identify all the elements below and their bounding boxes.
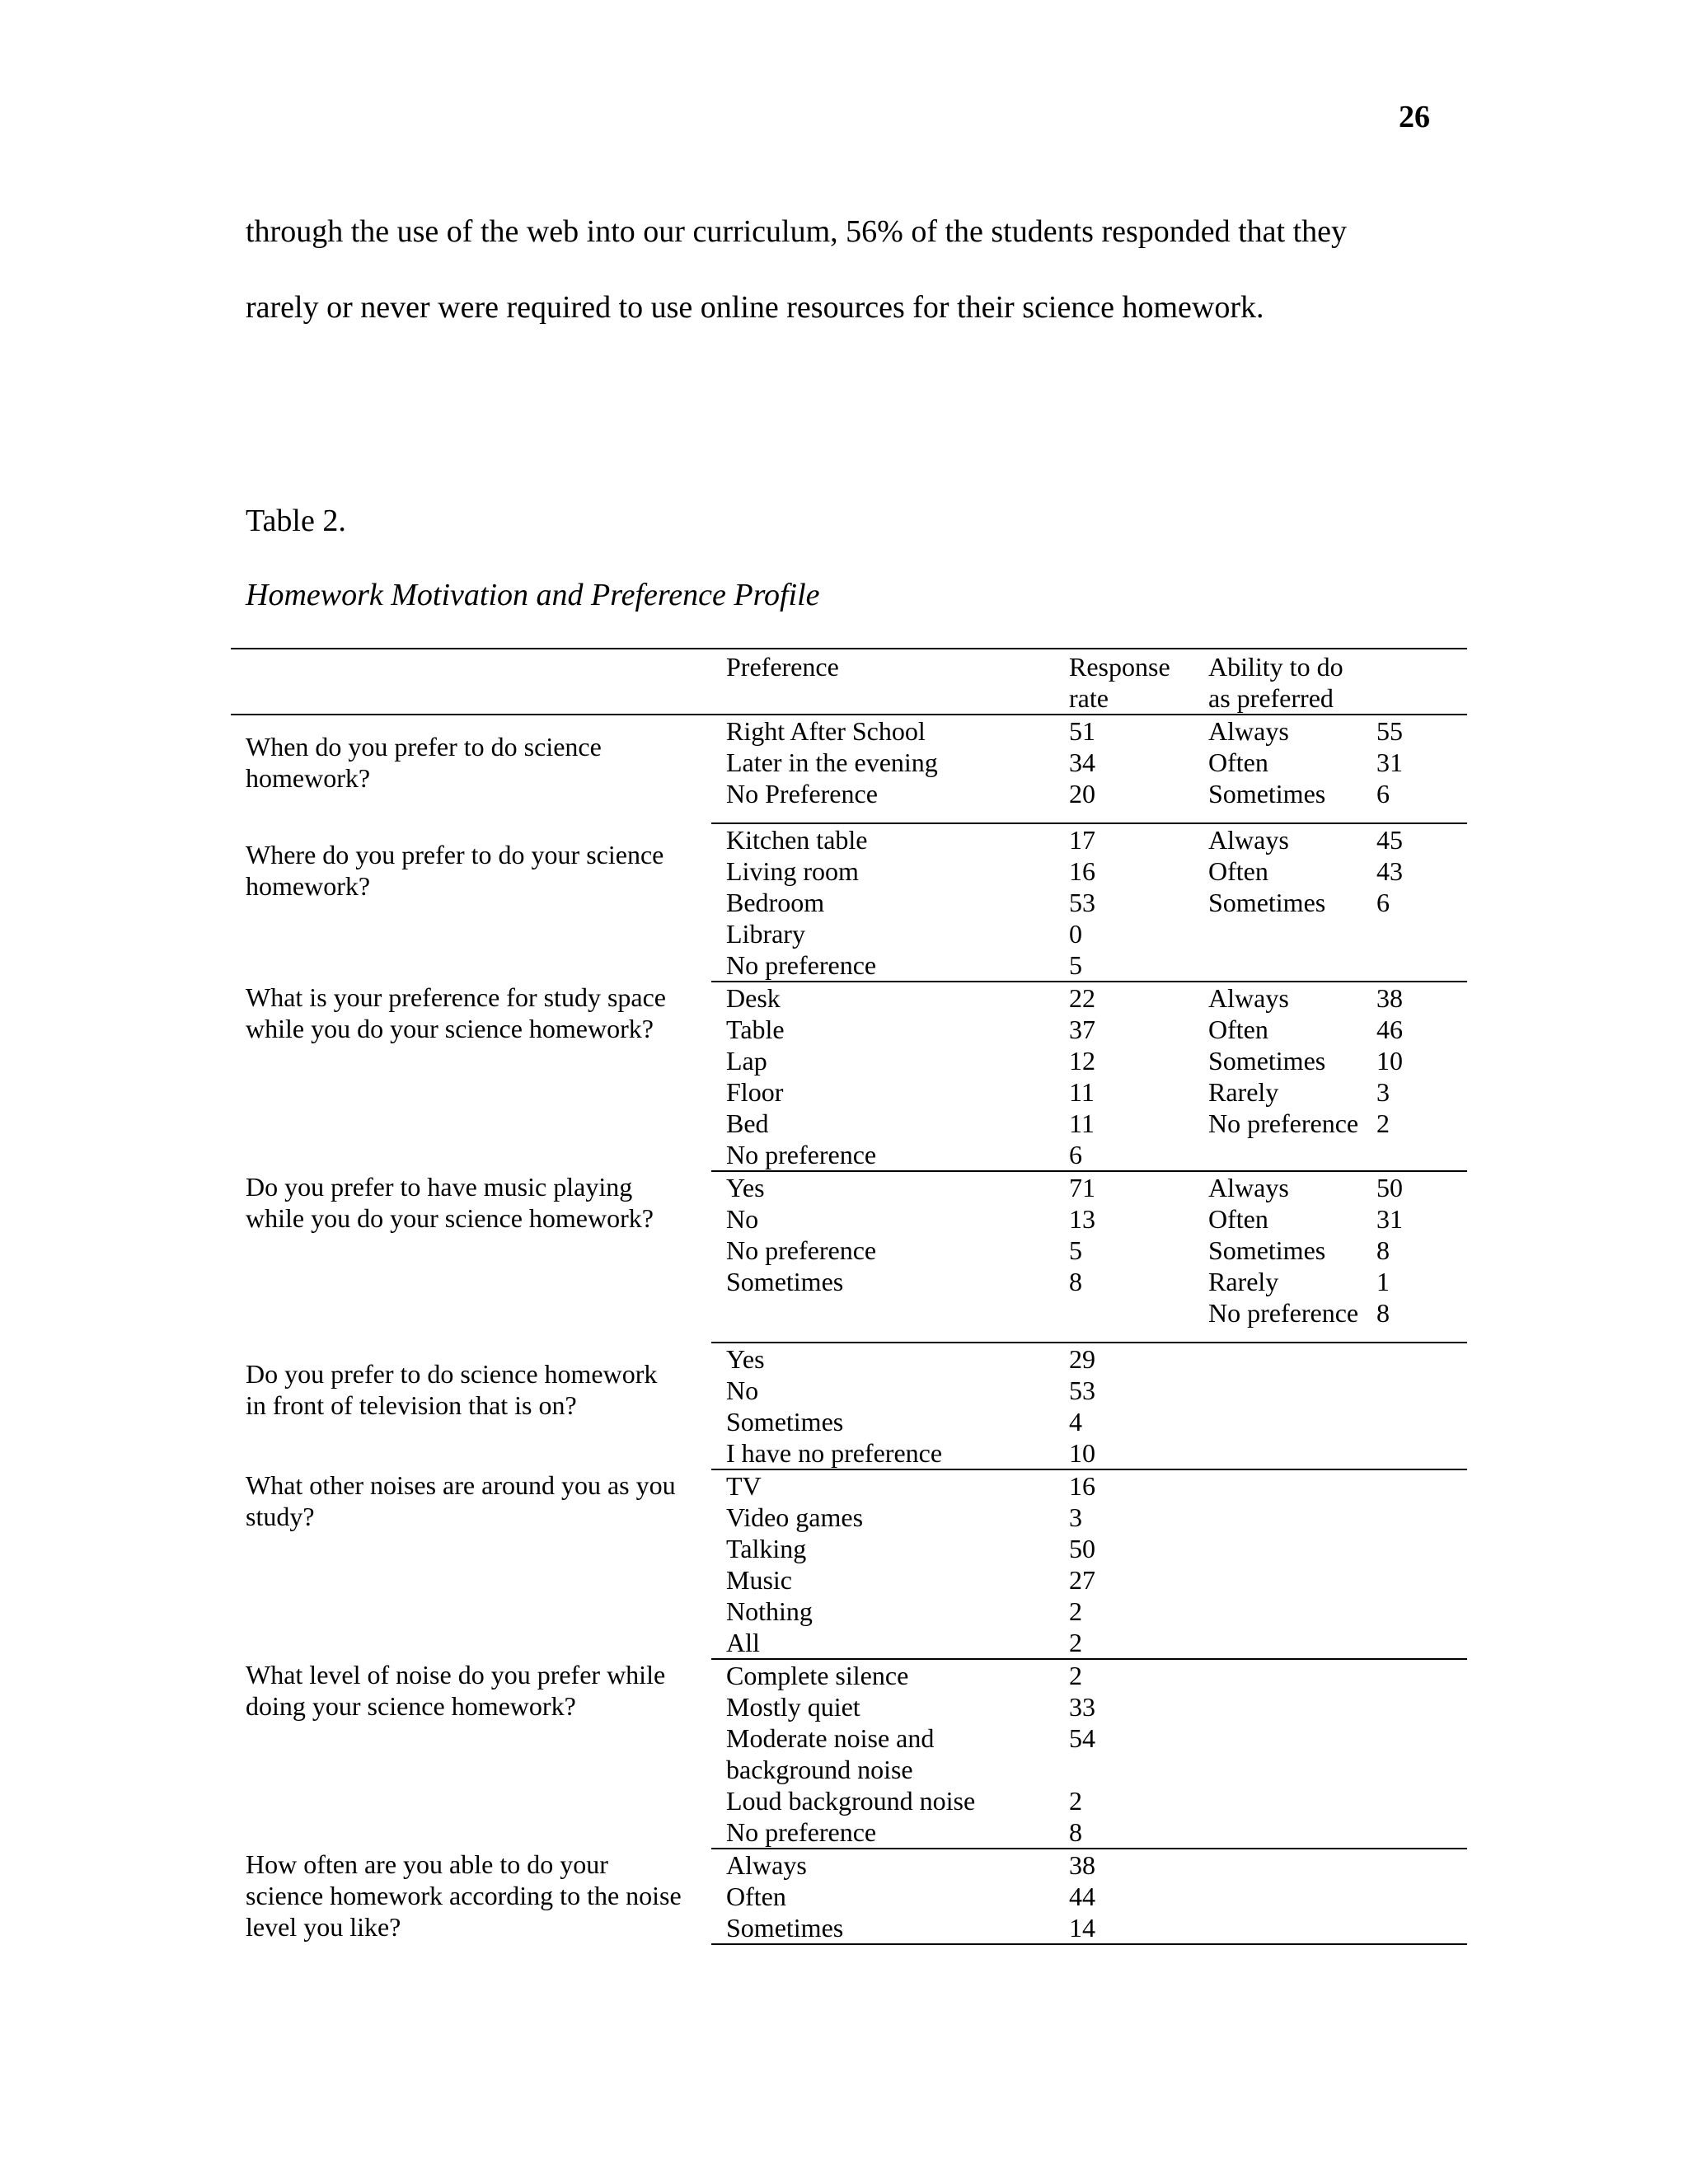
ability-value-value xyxy=(1376,1912,1467,1943)
table-row xyxy=(231,823,1467,982)
response-rate-value: 44 xyxy=(1069,1882,1095,1911)
ability-value: Always xyxy=(1208,1173,1289,1202)
ability-cell xyxy=(1200,1343,1376,1469)
response-rate-value: 50 xyxy=(1069,1534,1095,1563)
ability-value xyxy=(1208,1437,1376,1469)
response-rate-value: 5 xyxy=(1069,950,1082,980)
preference-value: Always xyxy=(726,1850,807,1880)
ability-value xyxy=(1208,1596,1376,1627)
response-rate-value: 51 xyxy=(1069,716,1095,746)
response-rate-cell xyxy=(1054,982,1200,1171)
question-cell xyxy=(231,823,711,982)
ability-value-value xyxy=(1376,1564,1467,1596)
question-line: Do you prefer to have music playing xyxy=(246,1172,633,1202)
preference-value: No Preference xyxy=(726,779,878,808)
ability-value xyxy=(1208,1816,1376,1848)
ability-cell xyxy=(1200,1849,1376,1944)
response-rate-cell xyxy=(1054,823,1200,982)
body-line: rarely or never were required to use online resources for their science homework. xyxy=(246,290,1264,325)
table-label: Table 2. xyxy=(246,504,346,538)
response-rate-value: 0 xyxy=(1069,919,1082,949)
response-rate-value: 29 xyxy=(1069,1344,1095,1374)
question-line: study? xyxy=(246,1502,315,1531)
ability-value-value xyxy=(1376,1816,1467,1848)
preference-value: No preference xyxy=(726,950,877,980)
question-line: while you do your science homework? xyxy=(246,1203,654,1233)
ability-value xyxy=(1208,1470,1376,1502)
ability-value-value: 8 xyxy=(1376,1298,1390,1328)
response-rate-cell xyxy=(1054,1659,1200,1849)
response-rate-value: 27 xyxy=(1069,1565,1095,1595)
response-rate-value: 37 xyxy=(1069,1015,1095,1044)
group-spacer xyxy=(231,1329,1467,1343)
question-cell xyxy=(231,1343,711,1469)
ability-value-value xyxy=(1376,1849,1467,1881)
preference-value: Lap xyxy=(726,1046,767,1076)
table-row xyxy=(231,1469,1467,1659)
ability-value xyxy=(1208,1139,1376,1170)
response-rate-value: 8 xyxy=(1069,1817,1082,1847)
ability-value xyxy=(1208,1785,1376,1816)
ability-value-cell xyxy=(1376,1849,1467,1944)
ability-value-value xyxy=(1376,1691,1467,1722)
ability-value-value xyxy=(1376,1627,1467,1658)
ability-value-cell xyxy=(1376,1343,1467,1469)
response-rate-value: 53 xyxy=(1069,888,1095,917)
ability-value: No preference xyxy=(1208,1298,1359,1328)
response-rate-value: 34 xyxy=(1069,748,1095,777)
preference-value: Later in the evening xyxy=(726,748,938,777)
question-line: in front of television that is on? xyxy=(246,1390,577,1420)
ability-value-value xyxy=(1376,949,1467,981)
ability-value: Often xyxy=(1208,856,1268,886)
response-rate-cell xyxy=(1054,1469,1200,1659)
ability-value-value xyxy=(1376,1754,1467,1785)
table-row xyxy=(231,715,1467,809)
preference-cell xyxy=(711,1171,1054,1329)
preference-cell xyxy=(711,1849,1054,1944)
preference-value: Table xyxy=(726,1015,785,1044)
preference-cell xyxy=(711,1469,1054,1659)
response-rate-value: 14 xyxy=(1069,1913,1095,1943)
response-rate-cell xyxy=(1054,1849,1200,1944)
response-rate-value: 54 xyxy=(1069,1723,1095,1753)
table-row xyxy=(231,1343,1467,1469)
ability-value xyxy=(1208,1502,1376,1533)
preference-value: Sometimes xyxy=(726,1407,844,1436)
ability-value-value xyxy=(1376,1470,1467,1502)
ability-value-value: 31 xyxy=(1376,748,1403,777)
ability-value-value: 55 xyxy=(1376,716,1403,746)
ability-value-value xyxy=(1376,1343,1467,1375)
preference-value: No xyxy=(726,1376,759,1405)
response-rate-value: 17 xyxy=(1069,825,1095,855)
preference-value: Sometimes xyxy=(726,1913,844,1943)
response-rate-value: 4 xyxy=(1069,1407,1082,1436)
ability-value-cell xyxy=(1376,715,1467,809)
preference-value: Moderate noise and xyxy=(726,1723,935,1753)
table-row xyxy=(231,1659,1467,1849)
preference-value: Video games xyxy=(726,1502,864,1532)
question-line: doing your science homework? xyxy=(246,1691,576,1721)
preference-value: No preference xyxy=(726,1235,877,1265)
ability-value-value xyxy=(1376,1533,1467,1564)
response-rate-cell xyxy=(1054,1343,1200,1469)
body-line: through the use of the web into our curriculum, 56% of the students responded that they xyxy=(246,214,1348,249)
response-rate-value: 71 xyxy=(1069,1173,1095,1202)
ability-value: No preference xyxy=(1208,1108,1359,1138)
ability-value: Sometimes xyxy=(1208,888,1326,917)
response-rate-value: 5 xyxy=(1069,1235,1082,1265)
preference-cell xyxy=(711,1343,1054,1469)
preference-value: Bed xyxy=(726,1108,769,1138)
ability-value xyxy=(1208,1343,1376,1375)
ability-value-value: 50 xyxy=(1376,1173,1403,1202)
ability-value xyxy=(1208,1691,1376,1722)
response-rate-value: 13 xyxy=(1069,1204,1095,1234)
question-line: What level of noise do you prefer while xyxy=(246,1660,666,1690)
ability-value-value: 45 xyxy=(1376,825,1403,855)
preference-cell xyxy=(711,823,1054,982)
preference-value: No preference xyxy=(726,1817,877,1847)
question-line: while you do your science homework? xyxy=(246,1014,654,1043)
page-number: 26 xyxy=(1399,100,1430,134)
ability-value xyxy=(1208,1881,1376,1912)
question-line: Where do you prefer to do your science xyxy=(246,840,664,869)
ability-value-cell xyxy=(1376,823,1467,982)
response-rate-value: 53 xyxy=(1069,1376,1095,1405)
ability-value-value xyxy=(1376,1437,1467,1469)
preference-value: TV xyxy=(726,1471,762,1501)
question-line: science homework according to the noise xyxy=(246,1881,682,1910)
ability-value: Often xyxy=(1208,748,1268,777)
ability-value-cell xyxy=(1376,1469,1467,1659)
response-rate-value: 10 xyxy=(1069,1438,1095,1468)
ability-value xyxy=(1208,1375,1376,1406)
question-line: homework? xyxy=(246,763,371,793)
table-body xyxy=(231,715,1467,1944)
ability-value-value xyxy=(1376,1722,1467,1754)
ability-value-value xyxy=(1376,1660,1467,1691)
preference-value: Desk xyxy=(726,983,781,1013)
preference-value: All xyxy=(726,1628,760,1657)
ability-value-value: 43 xyxy=(1376,856,1403,886)
question-line: homework? xyxy=(246,871,371,901)
ability-value-value: 46 xyxy=(1376,1015,1403,1044)
preference-value xyxy=(726,1297,1054,1329)
ability-value xyxy=(1208,1533,1376,1564)
question-line: How often are you able to do your xyxy=(246,1849,608,1879)
ability-value-cell xyxy=(1376,982,1467,1171)
preference-table xyxy=(231,648,1467,1945)
response-rate-value: 2 xyxy=(1069,1786,1082,1816)
preference-value: No xyxy=(726,1204,759,1234)
ability-value-value: 8 xyxy=(1376,1235,1390,1265)
response-rate-cell xyxy=(1054,1171,1200,1329)
preference-value: background noise xyxy=(726,1755,913,1784)
ability-value: Always xyxy=(1208,716,1289,746)
preference-value: Mostly quiet xyxy=(726,1692,860,1722)
response-rate-cell xyxy=(1054,715,1200,809)
response-rate-value xyxy=(1069,1297,1200,1329)
header-preference: Preference xyxy=(711,649,1054,715)
ability-value-value xyxy=(1376,1596,1467,1627)
response-rate-value: 38 xyxy=(1069,1850,1095,1880)
ability-value xyxy=(1208,918,1376,949)
ability-value-value xyxy=(1376,1406,1467,1437)
preference-cell xyxy=(711,715,1054,809)
ability-value xyxy=(1208,1660,1376,1691)
ability-value: Often xyxy=(1208,1204,1268,1234)
preference-value: I have no preference xyxy=(726,1438,943,1468)
response-rate-value: 20 xyxy=(1069,779,1095,808)
preference-value: Yes xyxy=(726,1344,765,1374)
ability-value xyxy=(1208,1627,1376,1658)
preference-cell xyxy=(711,1659,1054,1849)
ability-value: Sometimes xyxy=(1208,779,1326,808)
preference-value: Nothing xyxy=(726,1596,813,1626)
ability-value xyxy=(1208,1564,1376,1596)
ability-value: Rarely xyxy=(1208,1267,1279,1296)
response-rate-value: 33 xyxy=(1069,1692,1095,1722)
ability-value-value xyxy=(1376,1375,1467,1406)
ability-cell xyxy=(1200,1469,1376,1659)
response-rate-value: 2 xyxy=(1069,1661,1082,1690)
ability-value: Often xyxy=(1208,1015,1268,1044)
response-rate-value: 12 xyxy=(1069,1046,1095,1076)
ability-value-value xyxy=(1376,918,1467,949)
preference-cell xyxy=(711,982,1054,1171)
preference-value: Often xyxy=(726,1882,786,1911)
preference-value: Living room xyxy=(726,856,859,886)
ability-value-value: 3 xyxy=(1376,1077,1390,1107)
table-row xyxy=(231,1849,1467,1944)
preference-value: Music xyxy=(726,1565,792,1595)
response-rate-value: 2 xyxy=(1069,1596,1082,1626)
question-line: What other noises are around you as you xyxy=(246,1470,676,1500)
question-cell xyxy=(231,1659,711,1849)
response-rate-value: 16 xyxy=(1069,856,1095,886)
preference-value: No preference xyxy=(726,1140,877,1169)
ability-value-value: 1 xyxy=(1376,1267,1390,1296)
ability-value xyxy=(1208,1406,1376,1437)
preference-table-container xyxy=(231,648,1467,1945)
group-spacer xyxy=(231,809,1467,823)
ability-value xyxy=(1208,1754,1376,1785)
preference-value: Loud background noise xyxy=(726,1786,976,1816)
preference-value: Sometimes xyxy=(726,1267,844,1296)
ability-value: Always xyxy=(1208,983,1289,1013)
response-rate-value: 8 xyxy=(1069,1267,1082,1296)
ability-value-value: 10 xyxy=(1376,1046,1403,1076)
preference-value: Yes xyxy=(726,1173,765,1202)
ability-value-value xyxy=(1376,1785,1467,1816)
question-cell xyxy=(231,1849,711,1944)
ability-value-value xyxy=(1376,1881,1467,1912)
question-line: When do you prefer to do science xyxy=(246,732,602,762)
ability-value: Always xyxy=(1208,825,1289,855)
ability-value-cell xyxy=(1376,1659,1467,1849)
ability-cell xyxy=(1200,982,1376,1171)
response-rate-value: 11 xyxy=(1069,1108,1095,1138)
question-cell xyxy=(231,715,711,809)
ability-value-value: 6 xyxy=(1376,779,1390,808)
ability-value: Rarely xyxy=(1208,1077,1279,1107)
ability-value xyxy=(1208,1849,1376,1881)
question-cell xyxy=(231,1469,711,1659)
ability-cell xyxy=(1200,1659,1376,1849)
header-ability: Ability to do as preferred xyxy=(1200,649,1467,715)
response-rate-value: 2 xyxy=(1069,1628,1082,1657)
ability-value-value: 6 xyxy=(1376,888,1390,917)
preference-value: Talking xyxy=(726,1534,807,1563)
ability-cell xyxy=(1200,715,1376,809)
ability-value-cell xyxy=(1376,1171,1467,1329)
table-header-row xyxy=(231,649,1467,715)
response-rate-value: 6 xyxy=(1069,1140,1082,1169)
preference-value: Kitchen table xyxy=(726,825,868,855)
preference-value: Complete silence xyxy=(726,1661,909,1690)
header-response-rate: Response rate xyxy=(1054,649,1200,715)
ability-value xyxy=(1208,949,1376,981)
question-cell xyxy=(231,1171,711,1329)
response-rate-value xyxy=(1069,1754,1200,1785)
preference-value: Right After School xyxy=(726,716,926,746)
table-title: Homework Motivation and Preference Profile xyxy=(246,578,820,612)
question-line: What is your preference for study space xyxy=(246,982,666,1012)
ability-cell xyxy=(1200,1171,1376,1329)
ability-value-value xyxy=(1376,1502,1467,1533)
ability-value: Sometimes xyxy=(1208,1046,1326,1076)
ability-value-value xyxy=(1376,1139,1467,1170)
question-cell xyxy=(231,982,711,1171)
preference-value: Bedroom xyxy=(726,888,825,917)
table-row xyxy=(231,1171,1467,1329)
ability-value-value: 38 xyxy=(1376,983,1403,1013)
ability-value xyxy=(1208,1912,1376,1943)
response-rate-value: 22 xyxy=(1069,983,1095,1013)
question-line: level you like? xyxy=(246,1912,401,1942)
response-rate-value: 3 xyxy=(1069,1502,1082,1532)
response-rate-value: 11 xyxy=(1069,1077,1095,1107)
ability-value-value: 2 xyxy=(1376,1108,1390,1138)
body-paragraph xyxy=(246,194,1482,345)
ability-value: Sometimes xyxy=(1208,1235,1326,1265)
question-line: Do you prefer to do science homework xyxy=(246,1359,658,1389)
preference-value: Library xyxy=(726,919,805,949)
ability-value xyxy=(1208,1722,1376,1754)
ability-cell xyxy=(1200,823,1376,982)
table-row xyxy=(231,982,1467,1171)
response-rate-value: 16 xyxy=(1069,1471,1095,1501)
preference-value: Floor xyxy=(726,1077,784,1107)
header-question xyxy=(231,649,711,715)
ability-value-value: 31 xyxy=(1376,1204,1403,1234)
